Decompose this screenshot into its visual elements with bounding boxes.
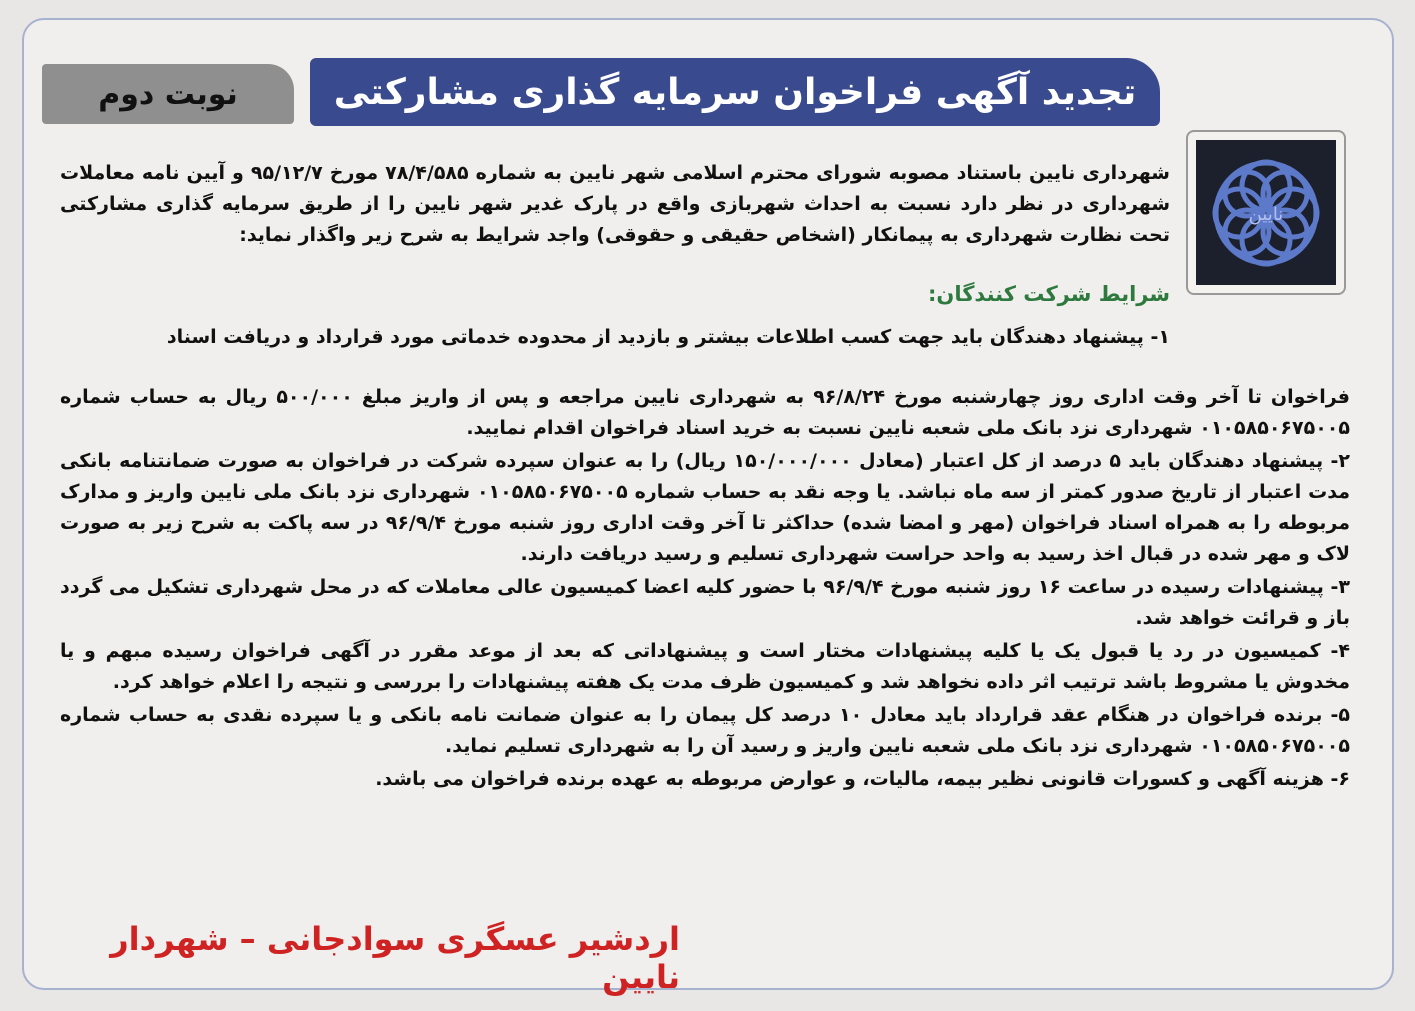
item-1-continued: فراخوان تا آخر وقت اداری روز چهارشنبه مورخ ۹۶/۸/۲۴ به شهرداری نایین مراجعه و پس از واریز مبلغ ۵۰۰/۰۰۰ ریال به حساب شماره ۰۱۰۵۸۵۰۶۷۵۰۰۵ شهرداری نزد بانک ملی شعبه نایین نسبت به خرید اسناد فراخوان اقدام نمایید. [60, 386, 1350, 439]
notice-title: تجدید آگهی فراخوان سرمایه گذاری مشارکتی [310, 58, 1160, 126]
conditions-list [60, 382, 1350, 797]
signature: اردشیر عسگری سوادجانی – شهردار نایین [110, 920, 680, 996]
conditions-heading: شرایط شرکت کنندگان: [928, 282, 1170, 306]
intro-paragraph: شهرداری نایین باستناد مصوبه شورای محترم اسلامی شهر نایین به شماره ۷۸/۴/۵۸۵ مورخ ۹۵/۱۲/۷ و آیین نامه معاملات شهرداری در نظر دارد نسبت به احداث شهربازی واقع در پارک غدیر شهر نایین را از طریق سرمایه گذاری مشارکتی تحت نظارت شهرداری به پیمانکار (اشخاص حقیقی و حقوقی) واجد شرایط به شرح زیر واگذار نماید: [60, 162, 1170, 246]
item-1-first-line: ۱- پیشنهاد دهندگان باید جهت کسب اطلاعات بیشتر و بازدید از محدوده خدماتی مورد قرارداد و دریافت اسناد [166, 326, 1170, 348]
logo-emblem [1196, 140, 1336, 285]
item-5: ۵- برنده فراخوان در هنگام عقد قرارداد باید معادل ۱۰ درصد کل پیمان را به عنوان ضمانت نامه بانکی و یا سپرده نقدی به حساب شماره ۰۱۰۵۸۵۰۶۷۵۰۰۵ شهرداری نزد بانک ملی شعبه نایین واریز و رسید آن را به شهرداری تسلیم نماید. [60, 704, 1350, 757]
municipality-logo [1186, 130, 1346, 295]
turn-badge: نوبت دوم [42, 64, 294, 124]
item-6: ۶- هزینه آگهی و کسورات قانونی نظیر بیمه، مالیات، و عوارض مربوطه به عهده برنده فراخوان می باشد. [375, 768, 1350, 790]
item-4: ۴- کمیسیون در رد یا قبول یک یا کلیه پیشنهادات مختار است و پیشنهاداتی که بعد از موعد مقرر در آگهی فراخوان رسیده مبهم و یا مخدوش یا مشروط باشد ترتیب اثر داده نخواهد شد و کمیسیون ظرف مدت یک هفته پیشنهادات را بررسی و نتیجه را اعلام خواهد کرد. [60, 640, 1350, 693]
item-3: ۳- پیشنهادات رسیده در ساعت ۱۶ روز شنبه مورخ ۹۶/۹/۴ با حضور کلیه اعضا کمیسیون عالی معاملات که در محل شهرداری تشکیل می گردد باز و قرائت خواهد شد. [60, 576, 1350, 629]
logo-text: نایین [1248, 203, 1284, 225]
item-2: ۲- پیشنهاد دهندگان باید ۵ درصد از کل اعتبار (معادل ۱۵۰/۰۰۰/۰۰۰ ریال) را به عنوان سپرده شرکت در فراخوان به صورت ضمانتنامه بانکی مدت اعتبار از تاریخ صدور کمتر از سه ماه نباشد. یا وجه نقد به حساب شماره ۰۱۰۵۸۵۰۶۷۵۰۰۵ شهرداری نزد بانک ملی نایین واریز و مدارک مربوطه را به همراه اسناد فراخوان (مهر و امضا شده) حداکثر تا آخر وقت اداری روز شنبه مورخ ۹۶/۹/۴ در سه پاکت به شرح زیر به صورت لاک و مهر شده در قبال اخذ رسید به واحد حراست شهرداری تسلیم و رسید دریافت دارند. [60, 450, 1351, 565]
rosette-icon [1201, 148, 1331, 278]
